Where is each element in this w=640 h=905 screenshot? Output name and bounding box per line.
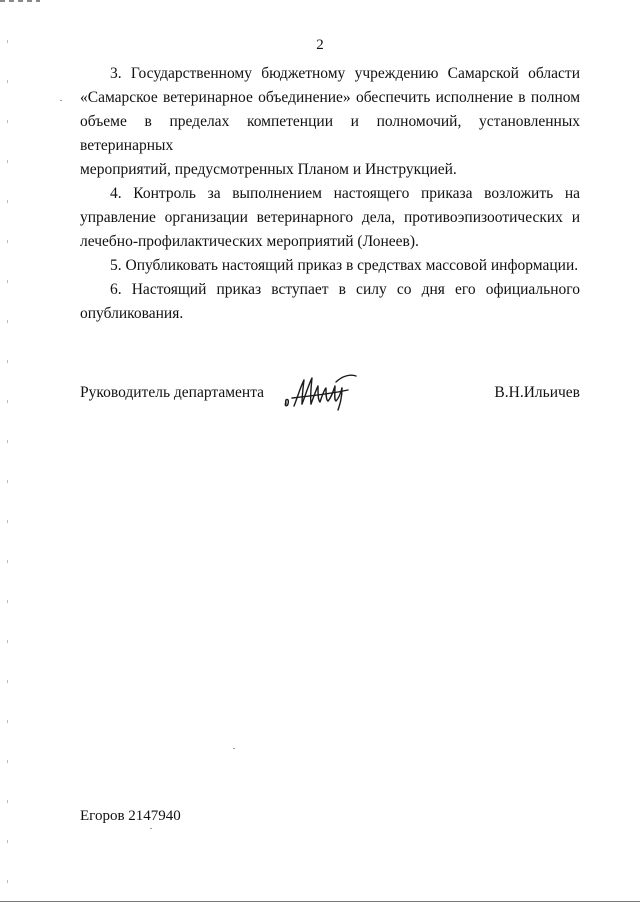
- paragraph-line: 3. Государственному бюджетному учреждению Самарской области: [110, 65, 580, 82]
- scan-edge-left: [7, 40, 8, 890]
- paragraph-line: объеме в пределах компетенции и полномочий, установленных ветеринарных: [80, 113, 580, 154]
- scan-edge-bottom: [0, 901, 640, 902]
- paragraph-line: 6. Настоящий приказ вступает в силу со дня его официального: [110, 281, 580, 298]
- scan-edge-top: [0, 0, 40, 2]
- scan-speck: [233, 748, 235, 749]
- paragraph-line: лечебно-профилактических мероприятий (Лонеев).: [80, 233, 419, 250]
- paragraph-line: 4. Контроль за выполнением настоящего приказа возложить на: [110, 185, 580, 202]
- page-number: 2: [316, 37, 324, 53]
- paragraph-line: «Самарское ветеринарное объединение» обеспечить исполнение в полном: [80, 89, 580, 106]
- paragraph-line: управление организации ветеринарного дела, противоэпизоотических и: [80, 209, 580, 226]
- paragraph-4: [80, 182, 580, 254]
- scan-speck: [150, 828, 152, 829]
- handwritten-signature: [280, 368, 360, 417]
- paragraph-3: [80, 62, 580, 182]
- executor-note: Егоров 2147940: [80, 808, 181, 824]
- signature-block: [80, 368, 580, 418]
- paragraph-line: опубликования.: [80, 305, 184, 322]
- paragraph-5: [80, 254, 580, 278]
- paragraph-6: [80, 278, 580, 326]
- document-body: [80, 62, 580, 326]
- signatory-name: В.Н.Ильичев: [494, 384, 580, 401]
- paragraph-line: мероприятий, предусмотренных Планом и Инструкцией.: [80, 161, 457, 178]
- scan-speck: [60, 100, 62, 101]
- signatory-position: Руководитель департамента: [80, 384, 265, 401]
- paragraph-line: 5. Опубликовать настоящий приказ в средствах массовой информации.: [110, 257, 579, 274]
